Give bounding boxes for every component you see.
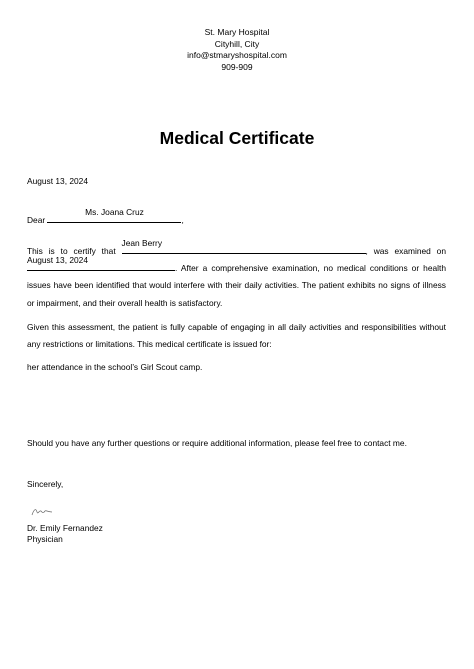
certificate-date: August 13, 2024 [27,176,89,186]
hospital-address: Cityhill, City [214,38,260,49]
exam-date: August 13, 2024 [27,255,89,265]
closing-note: Should you have any further questions or require additional information, please feel free to contact me. [27,438,407,448]
findings-text: . After a comprehensive examination, no medical conditions or health issues have been identified that would interfere with their daily activities. The patient exhibits no signs of illness or impairment, and their overall health is satisfactory. [27,263,446,308]
recipient-name: Ms. Joana Cruz [85,206,144,217]
hospital-header [0,27,474,73]
signature-mark [31,506,53,518]
salutation-prefix: Dear [27,215,46,225]
hospital-email: info@stmaryshospital.com [187,50,287,60]
signatory-title: Physician [27,534,63,544]
purpose-statement: her attendance in the school’s Girl Scout camp. [27,362,203,372]
valediction: Sincerely, [27,479,64,489]
patient-name: Jean Berry [121,237,163,248]
certify-prefix: This is to certify that [27,246,116,256]
signatory-name: Dr. Emily Fernandez [27,523,103,533]
recipient-blank [47,206,184,225]
examined-text: , was examined on [365,246,446,256]
certification-paragraph [27,237,446,312]
document-title: Medical Certificate [159,128,315,148]
salutation-suffix: , [181,215,184,225]
assessment-paragraph: Given this assessment, the patient is fully capable of engaging in all daily activities and responsibilities without any restrictions or limitations. This medical certificate is issued for: [27,322,446,350]
hospital-phone: 909-909 [221,61,253,72]
hospital-name: St. Mary Hospital [204,27,270,37]
exam-date-blank [27,255,175,271]
salutation [27,206,446,229]
signature-block [27,523,103,545]
